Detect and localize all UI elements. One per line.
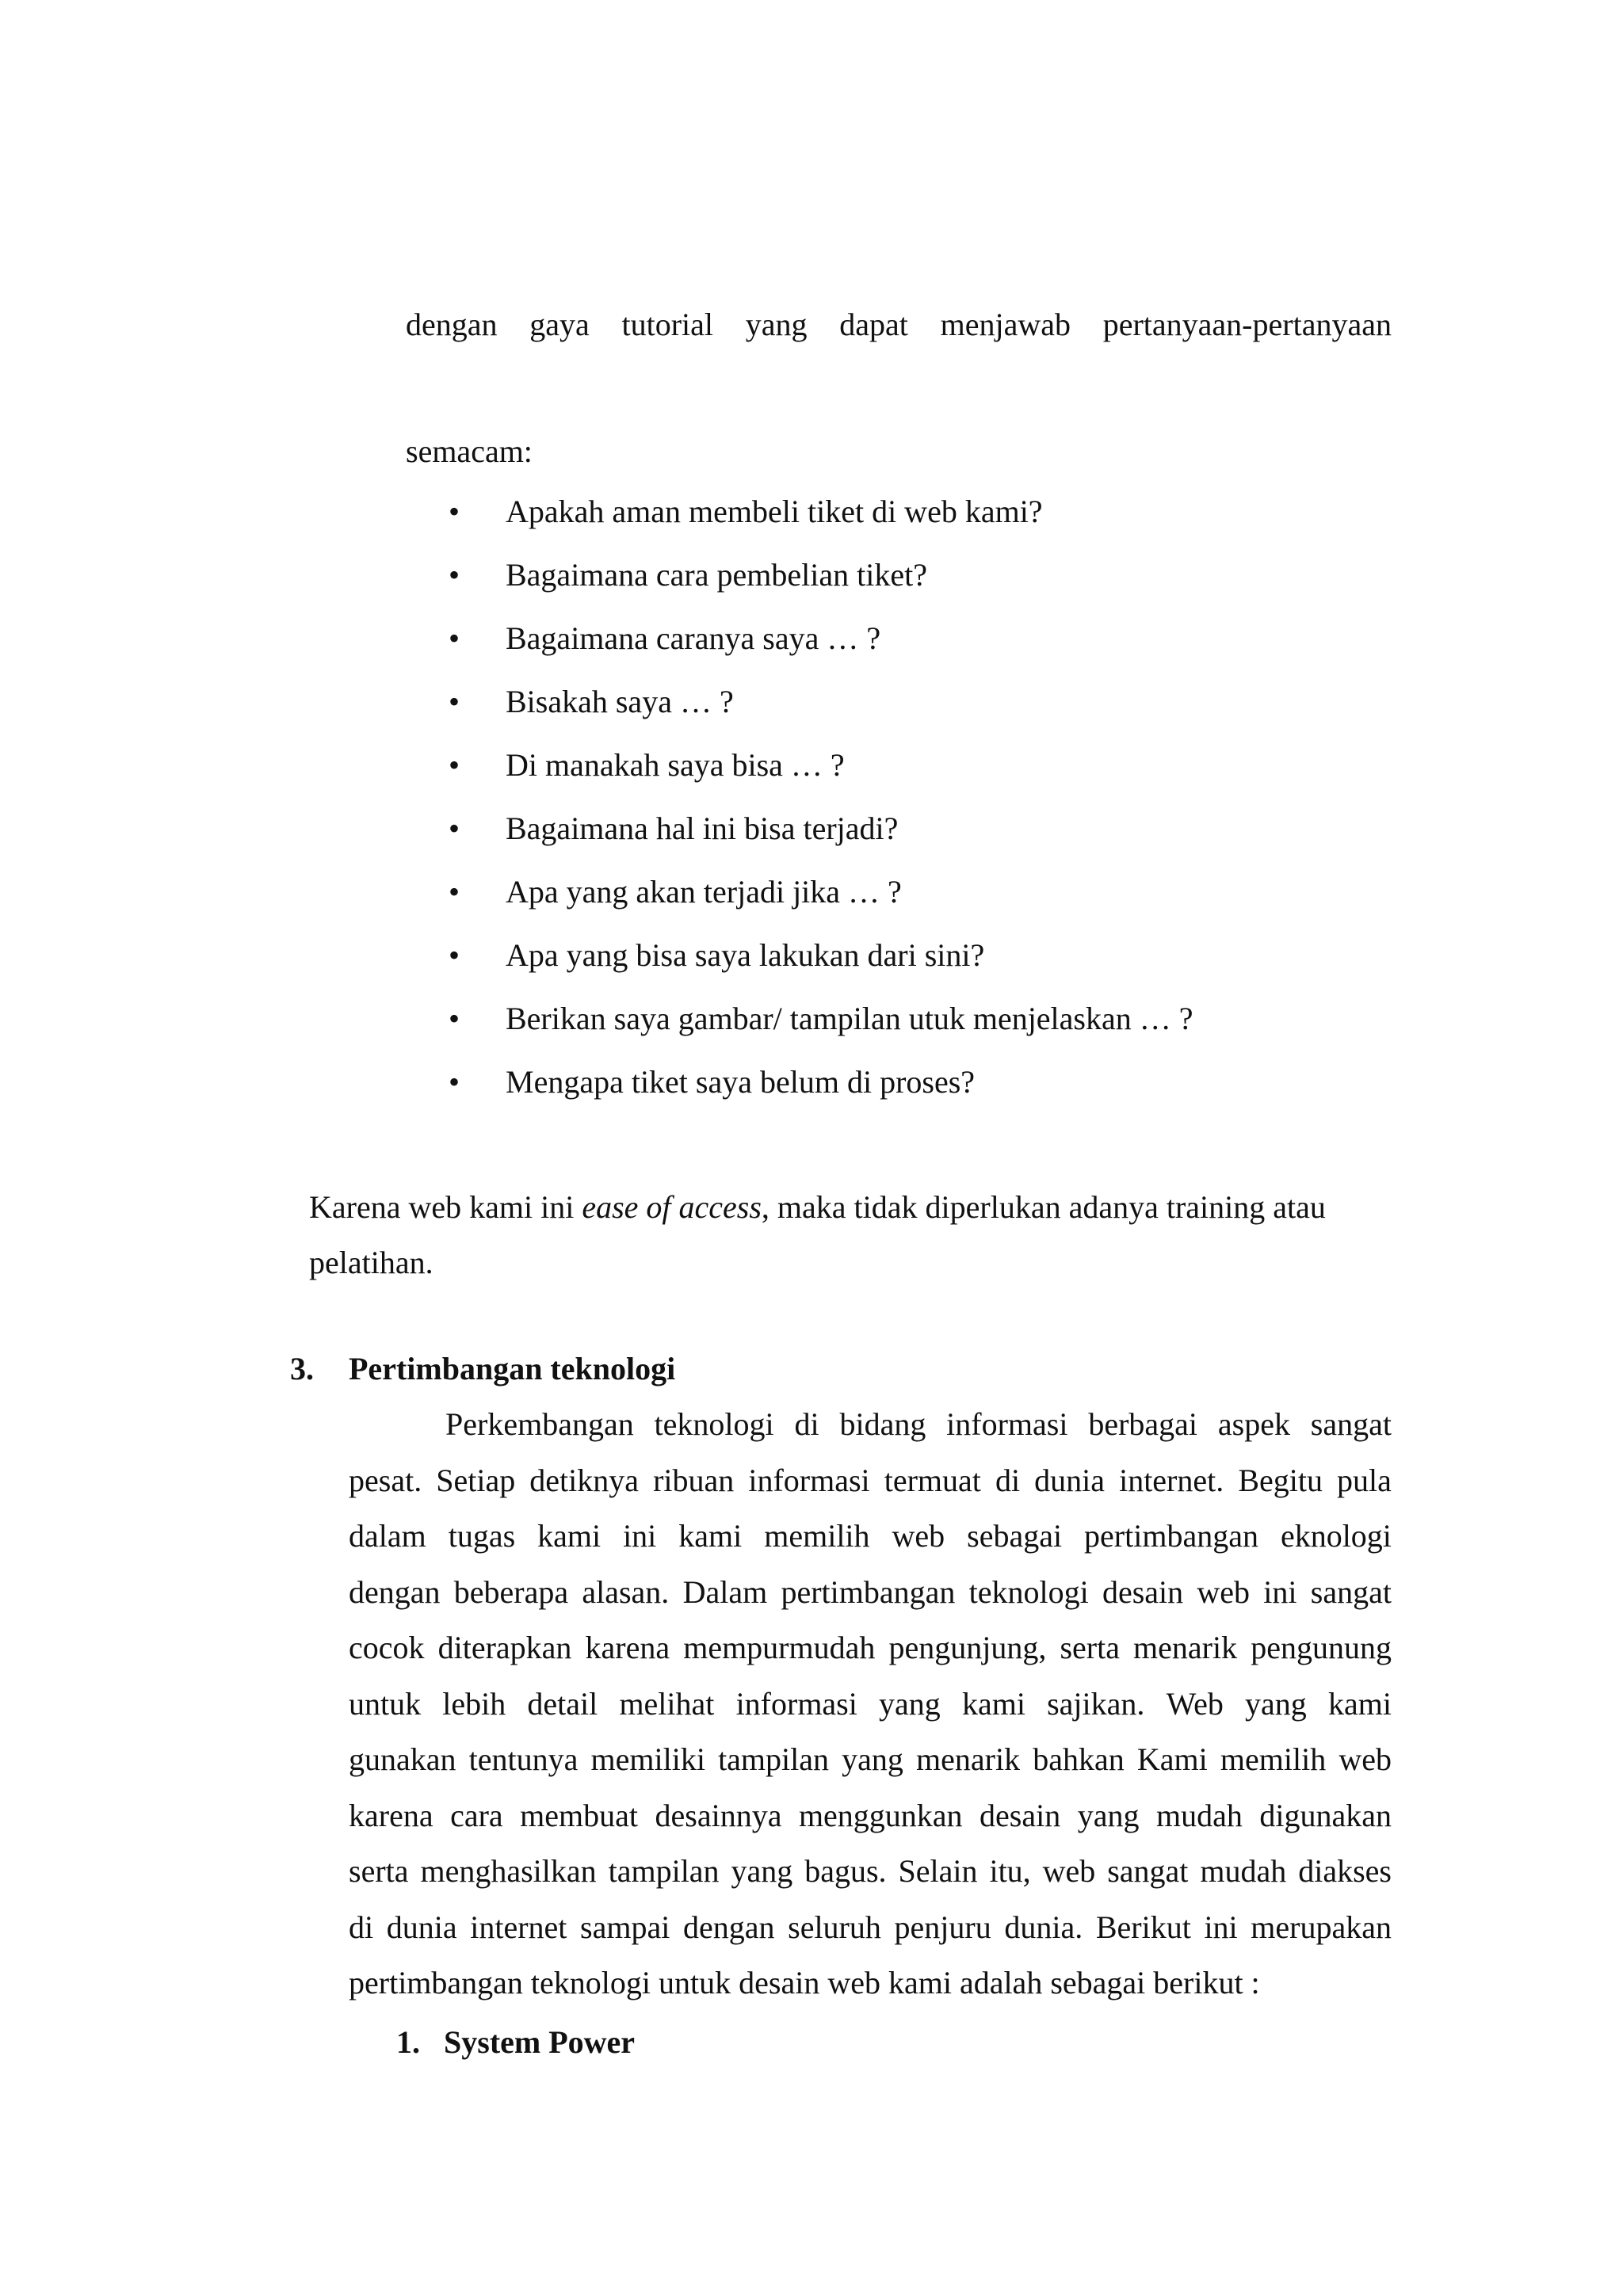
bullet-text: Di manakah saya bisa … ? — [506, 747, 845, 783]
bullet-dot-icon: • — [449, 557, 460, 593]
section-word: diterapkan — [437, 1630, 572, 1665]
section-word: dalam — [349, 1518, 426, 1554]
section-word: Dalam — [682, 1574, 768, 1610]
section-word: internet. — [1119, 1463, 1224, 1498]
section-word: teknologi — [654, 1406, 774, 1442]
bullet-dot-icon: • — [449, 747, 460, 783]
section-line — [349, 1685, 1392, 1723]
intro-line-1 — [406, 306, 1392, 344]
section-word: pula — [1337, 1463, 1392, 1498]
section-word: sangat — [1310, 1406, 1392, 1442]
section-word: membuat — [520, 1798, 639, 1833]
section-word: informasi — [735, 1686, 857, 1722]
section-word: memilih — [764, 1518, 870, 1554]
section-word: sampai — [580, 1909, 670, 1945]
section-word: ini — [1204, 1909, 1238, 1945]
section-word: dunia — [386, 1909, 457, 1945]
section-word: kami — [537, 1518, 601, 1554]
intro-word: yang — [745, 307, 808, 342]
bullet-text: Bagaimana cara pembelian tiket? — [506, 557, 927, 593]
section-word: Web — [1166, 1686, 1224, 1722]
section-line — [349, 1741, 1392, 1779]
bullet-dot-icon: • — [449, 937, 460, 973]
section-word: pengunung — [1251, 1630, 1392, 1665]
section-word: di — [794, 1406, 819, 1442]
karena-italic: ease of access — [582, 1189, 762, 1225]
intro-word: gaya — [529, 307, 590, 342]
section-word: sajikan. — [1047, 1686, 1145, 1722]
section-word: itu, — [989, 1853, 1031, 1889]
section-word: berbagai — [1088, 1406, 1198, 1442]
karena-line-1 — [309, 1188, 1392, 1226]
section-word: menggunkan — [798, 1798, 963, 1833]
section-word: termuat — [884, 1463, 981, 1498]
section-word: alasan. — [582, 1574, 670, 1610]
section-line — [349, 1517, 1392, 1555]
section-word: memilih — [1220, 1741, 1327, 1777]
section-word: aspek — [1217, 1406, 1290, 1442]
section-word: yang — [879, 1686, 941, 1722]
section-word: yang — [1077, 1798, 1140, 1833]
section-word: mudah — [1155, 1798, 1243, 1833]
bullet-text: Bagaimana hal ini bisa terjadi? — [506, 810, 899, 846]
section-line — [445, 1405, 1392, 1444]
section-word: serta — [349, 1853, 409, 1889]
subsection-number: 1. — [396, 2024, 420, 2060]
intro-word: dapat — [839, 307, 908, 342]
section-word: lebih — [442, 1686, 506, 1722]
section-word: sangat — [1310, 1574, 1392, 1610]
section-word: dengan — [682, 1909, 775, 1945]
section-word: diakses — [1298, 1853, 1392, 1889]
section-word: ini — [1263, 1574, 1297, 1610]
section-word: desain — [1102, 1574, 1184, 1610]
section-word: gunakan — [349, 1741, 456, 1777]
section-word: pertimbangan — [1084, 1518, 1258, 1554]
section-line: pertimbangan teknologi untuk desain web kami adalah sebagai berikut : — [349, 1965, 1260, 2000]
section-word: di — [349, 1909, 374, 1945]
section-word: internet — [470, 1909, 567, 1945]
section-word: serta — [1060, 1630, 1120, 1665]
section-word: melihat — [619, 1686, 715, 1722]
section-word: tampilan — [608, 1853, 720, 1889]
section-title: Pertimbangan teknologi — [349, 1351, 676, 1386]
karena-line-1-text — [309, 1188, 1326, 1226]
section-word: bahkan — [1033, 1741, 1125, 1777]
section-line — [349, 1909, 1392, 1947]
section-word: bagus. — [804, 1853, 887, 1889]
section-line — [349, 1629, 1392, 1667]
section-word: pengunjung, — [888, 1630, 1047, 1665]
intro-line-2: semacam: — [406, 433, 533, 469]
section-word: yang — [842, 1741, 903, 1777]
section-word: seluruh — [788, 1909, 881, 1945]
section-word: menghasilkan — [420, 1853, 597, 1889]
bullet-text: Apakah aman membeli tiket di web kami? — [506, 494, 1043, 529]
karena-suffix: , maka tidak diperlukan adanya training atau — [761, 1189, 1326, 1225]
section-word: kami — [1327, 1686, 1392, 1722]
section-word: kami — [961, 1686, 1025, 1722]
section-word: web — [1042, 1853, 1096, 1889]
section-word: tentunya — [468, 1741, 579, 1777]
section-word: detail — [527, 1686, 598, 1722]
section-word: sebagai — [967, 1518, 1063, 1554]
section-word: menarik — [916, 1741, 1021, 1777]
section-word: ini — [623, 1518, 657, 1554]
section-number: 3. — [290, 1351, 314, 1386]
section-word: web — [1338, 1741, 1392, 1777]
section-word: dengan — [349, 1574, 441, 1610]
intro-word: menjawab — [940, 307, 1071, 342]
section-word: karena — [349, 1798, 433, 1833]
section-word: Kami — [1136, 1741, 1208, 1777]
section-word: detiknya — [529, 1463, 640, 1498]
bullet-text: Bagaimana caranya saya … ? — [506, 620, 881, 656]
section-word: informasi — [748, 1463, 870, 1498]
section-word: dunia. — [1004, 1909, 1083, 1945]
intro-word: tutorial — [621, 307, 714, 342]
bullet-text: Apa yang bisa saya lakukan dari sini? — [506, 937, 985, 973]
bullet-dot-icon: • — [449, 1064, 460, 1100]
intro-word: pertanyaan-pertanyaan — [1102, 307, 1392, 342]
section-word: pesat. — [349, 1463, 422, 1498]
section-word: desainnya — [655, 1798, 782, 1833]
section-line — [349, 1797, 1392, 1835]
karena-line-2: pelatihan. — [309, 1245, 433, 1280]
bullet-text: Bisakah saya … ? — [506, 684, 734, 719]
subsection-title: System Power — [444, 2024, 636, 2060]
section-line — [349, 1852, 1392, 1890]
section-word: ribuan — [653, 1463, 735, 1498]
bullet-text: Berikan saya gambar/ tampilan utuk menjelaskan … ? — [506, 1001, 1193, 1036]
karena-prefix: Karena web kami ini — [309, 1189, 582, 1225]
section-word: dunia — [1034, 1463, 1106, 1498]
section-word: yang — [731, 1853, 793, 1889]
section-word: eknologi — [1280, 1518, 1392, 1554]
bullet-dot-icon: • — [449, 620, 460, 656]
section-word: merupakan — [1251, 1909, 1392, 1945]
bullet-dot-icon: • — [449, 874, 460, 910]
section-word: cocok — [349, 1630, 425, 1665]
section-word: Berikut — [1095, 1909, 1191, 1945]
section-word: karena — [585, 1630, 670, 1665]
section-word: kami — [678, 1518, 743, 1554]
intro-word: dengan — [406, 307, 498, 342]
section-word: web — [1197, 1574, 1251, 1610]
section-word: mudah — [1200, 1853, 1287, 1889]
section-word: Setiap — [436, 1463, 516, 1498]
section-word: Selain — [898, 1853, 978, 1889]
section-word: desain — [980, 1798, 1061, 1833]
section-line — [349, 1462, 1392, 1500]
section-word: Begitu — [1238, 1463, 1323, 1498]
section-word: Perkembangan — [445, 1406, 634, 1442]
section-word: bidang — [839, 1406, 926, 1442]
section-word: sangat — [1107, 1853, 1189, 1889]
section-word: tampilan — [718, 1741, 830, 1777]
section-word: memiliki — [590, 1741, 705, 1777]
section-word: web — [892, 1518, 945, 1554]
section-word: di — [995, 1463, 1021, 1498]
section-word: untuk — [349, 1686, 422, 1722]
section-word: digunakan — [1259, 1798, 1392, 1833]
section-word: informasi — [946, 1406, 1068, 1442]
section-word: beberapa — [453, 1574, 569, 1610]
section-word: cara — [450, 1798, 503, 1833]
section-word: penjuru — [894, 1909, 991, 1945]
section-word: pertimbangan — [781, 1574, 956, 1610]
bullet-text: Apa yang akan terjadi jika … ? — [506, 874, 902, 910]
section-word: tugas — [448, 1518, 516, 1554]
section-word: teknologi — [968, 1574, 1089, 1610]
section-word: menarik — [1133, 1630, 1238, 1665]
bullet-dot-icon: • — [449, 684, 460, 719]
bullet-text: Mengapa tiket saya belum di proses? — [506, 1064, 976, 1100]
section-word: yang — [1245, 1686, 1307, 1722]
bullet-dot-icon: • — [449, 494, 460, 529]
section-word: mempurmudah — [683, 1630, 876, 1665]
section-line — [349, 1573, 1392, 1611]
bullet-dot-icon: • — [449, 810, 460, 846]
bullet-dot-icon: • — [449, 1001, 460, 1036]
